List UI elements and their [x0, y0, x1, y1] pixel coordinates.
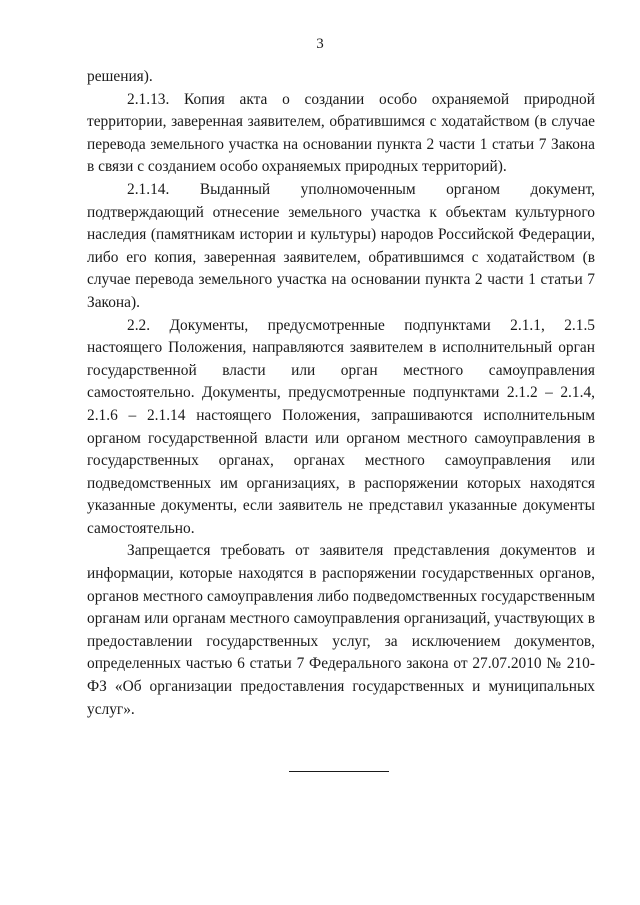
- page-number: 3: [316, 36, 324, 52]
- document-body: [87, 66, 595, 721]
- paragraph-2-2: 2.2. Документы, предусмотренные подпунктами 2.1.1, 2.1.5 настоящего Положения, направляются заявителем в исполнительный орган государственной власти или орган местного самоуправления самостоятельно. Документы, предусмотренные подпунктами 2.1.2 – 2.1.4, 2.1.6 – 2.1.14 настоящего Положения, запрашиваются исполнительным органом государственной власти или органом местного самоуправления в государственных органах, органах местного самоуправления или подведомственных им организациях, в распоряжении которых находятся указанные документы, если заявитель не представил указанные документы самостоятельно.: [87, 316, 595, 537]
- paragraph-prohibition: Запрещается требовать от заявителя представления документов и информации, которые находятся в распоряжении государственных органов, органов местного самоуправления либо подведомственных государственным органам или органам местного самоуправления организаций, участвующих в предоставлении государственных услуг, за исключением документов, определенных частью 6 статьи 7 Федерального закона от 27.07.2010 № 210-ФЗ «Об организации предоставления государственных и муниципальных услуг».: [87, 542, 595, 718]
- end-separator-line: [289, 771, 389, 772]
- paragraph-continuation: решения).: [87, 68, 153, 85]
- paragraph-2-1-13: 2.1.13. Копия акта о создании особо охраняемой природной территории, заверенная заявителем, обратившимся с ходатайством (в случае перевода земельного участка на основании пункта 2 части 1 статьи 7 Закона в связи с созданием особо охраняемых природных территорий).: [87, 90, 595, 176]
- paragraph-2-1-14: 2.1.14. Выданный уполномоченным органом документ, подтверждающий отнесение земельного участка к объектам культурного наследия (памятникам истории и культуры) народов Российской Федерации, либо его копия, заверенная заявителем, обратившимся с ходатайством (в случае перевода земельного участка на основании пункта 2 части 1 статьи 7 Закона).: [87, 180, 595, 311]
